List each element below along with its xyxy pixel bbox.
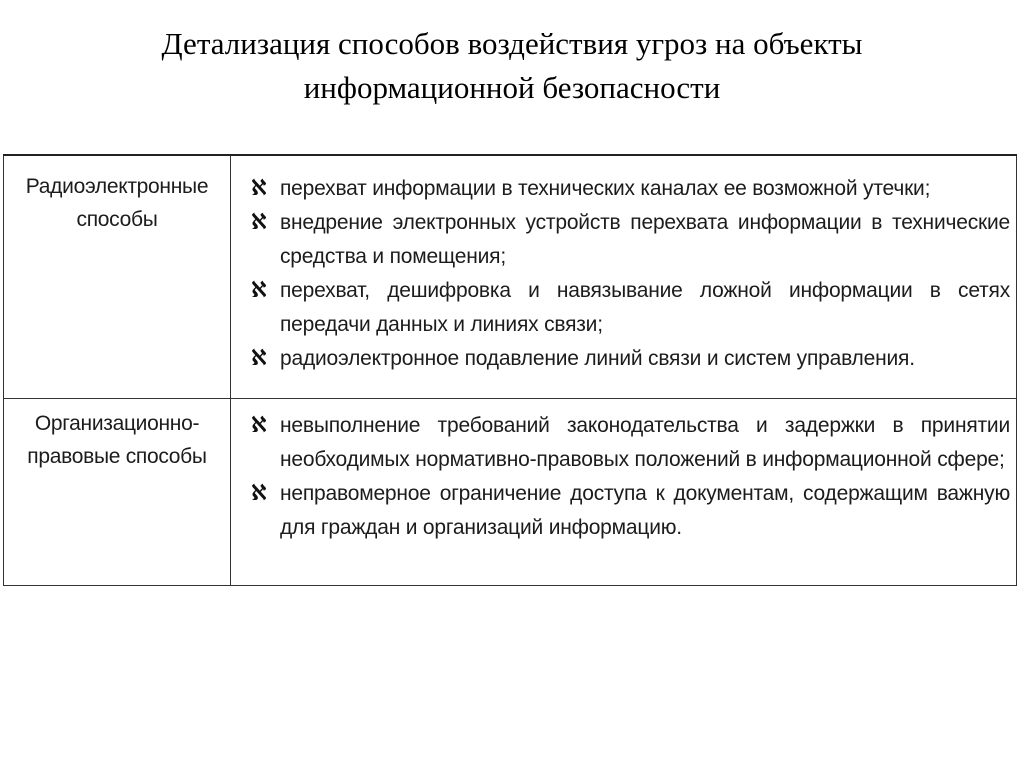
list-item-text: внедрение электронных устройств перехвата информации в технические средства и помещения; [280, 211, 1010, 268]
threat-methods-table [3, 154, 1017, 586]
list-item-text: перехват, дешифровка и навязывание ложной информации в сетях передачи данных и линиях связи; [280, 279, 1010, 336]
category-label-line-2: правовые способы [27, 445, 207, 468]
list-item [251, 172, 1010, 206]
list-item [251, 342, 1010, 376]
aleph-bullet-icon: ℵ [251, 413, 267, 438]
aleph-bullet-icon: ℵ [251, 176, 267, 201]
list-item [251, 206, 1010, 274]
aleph-bullet-icon: ℵ [251, 346, 267, 371]
category-label-line-2: способы [76, 208, 158, 231]
list-item-text: радиоэлектронное подавление линий связи и систем управления. [280, 347, 915, 370]
category-label-line-1: Радиоэлектронные [25, 175, 209, 198]
table-row [4, 399, 1017, 586]
list-item-text: неправомерное ограничение доступа к документам, содержащим важную для граждан и организаций информацию. [280, 482, 1010, 539]
list-item [251, 409, 1010, 477]
list-item [251, 274, 1010, 342]
category-cell-radioelectronic [4, 155, 231, 399]
aleph-bullet-icon: ℵ [251, 278, 267, 303]
slide-title-line-1: Детализация способов воздействия угроз на объекты [161, 26, 863, 61]
list-item-text: перехват информации в технических каналах ее возможной утечки; [280, 177, 931, 200]
slide-title-line-2: информационной безопасности [303, 70, 721, 105]
list-item [251, 477, 1010, 545]
list-item-text: невыполнение требований законодательства и задержки в принятии необходимых нормативно-правовых положений в информационной сфере; [280, 414, 1010, 471]
aleph-bullet-icon: ℵ [251, 481, 267, 506]
table-row [4, 155, 1017, 399]
slide-title [0, 22, 1024, 110]
aleph-bullet-icon: ℵ [251, 210, 267, 235]
method-list-organizational-legal [231, 399, 1017, 586]
category-label-line-1: Организационно- [34, 412, 200, 435]
method-list-radioelectronic [231, 155, 1017, 399]
category-cell-organizational-legal [4, 399, 231, 586]
